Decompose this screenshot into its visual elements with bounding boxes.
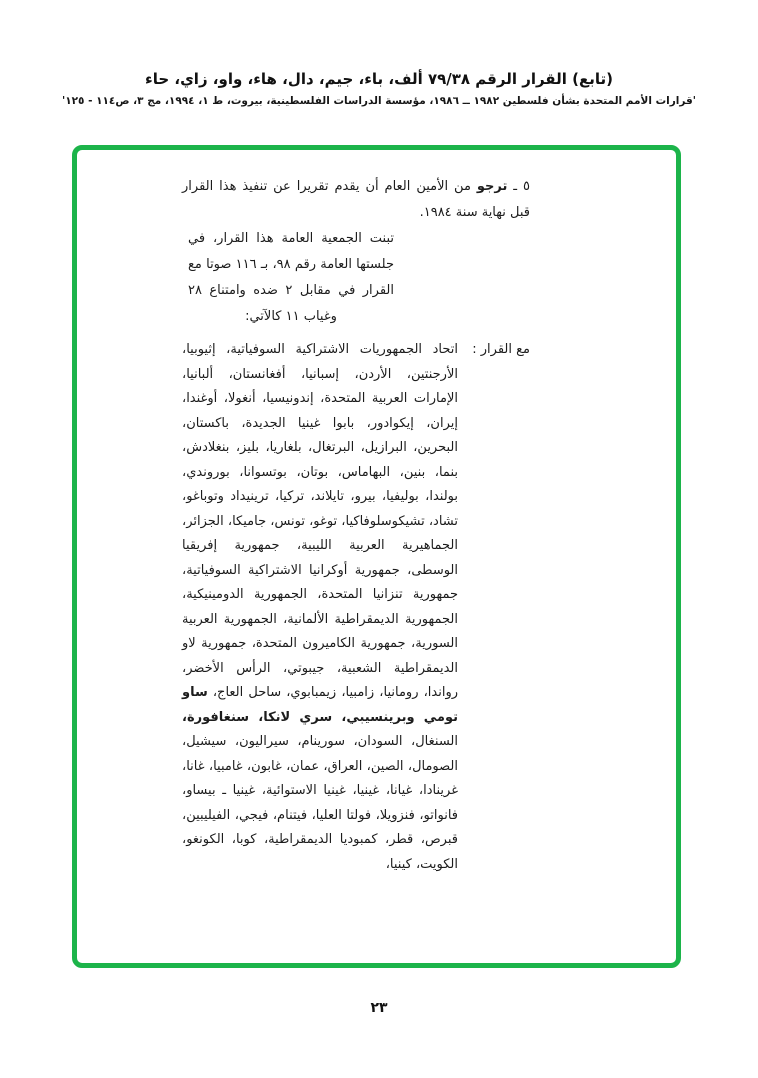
vote-countries-bold-segment: ساو تومي وبرينسيبي، سري لانكا، سنغافورة، [182, 685, 458, 725]
adoption-note-paragraph: تبنت الجمعية العامة هذا القرار، في جلستها العامة رقم ٩٨، بـ ١١٦ صوتا مع القرار في مقابل ٢ ضده وامتناع ٢٨ وغياب ١١ كالآتي: [188, 231, 394, 324]
clause-text: من الأمين العام أن يقدم تقريرا عن تنفيذ هذا القرار قبل نهاية سنة ١٩٨٤. [182, 179, 530, 220]
vote-countries-part2: السنغال، السودان، سورينام، سيراليون، سيشيل، الصومال، الصين، العراق، عمان، غابون، غامبيا، غانا، غرينادا، غيانا، غينيا، غينيا الاستوائية، غينيا ـ بيساو، فانواتو، فنزويلا، فولتا العليا، فيتنام، فيجي، الفيليبين، قبرص، قطر، كمبوديا الديمقراطية، كوبا، الكونغو، الكويت، كينيا، [182, 734, 458, 872]
clause-5-paragraph [182, 174, 530, 226]
page-number: ٢٣ [370, 1000, 388, 1016]
clause-number: ٥ ـ [507, 179, 530, 194]
vote-countries-part1: اتحاد الجمهوريات الاشتراكية السوفياتية، إثيوبيا، الأرجنتين، الأردن، إسبانيا، أفغانستان، ألبانيا، الإمارات العربية المتحدة، إندونيسيا، أنغولا، أوغندا، إيران، إيكوادور، بابوا غينيا الجديدة، باكستان، البحرين، البرازيل، البرتغال، بلغاريا، بليز، بنغلادش، بنما، بنين، البهاماس، بوتان، بوتسوانا، بوروندي، بولندا، بوليفيا، بيرو، تايلاند، تركيا، ترينيداد وتوباغو، تشاد، تشيكوسلوفاكيا، توغو، تونس، جاميكا، الجزائر، الجماهيرية العربية الليبية، جمهورية إفريقيا الوسطى، جمهورية أوكرانيا الاشتراكية السوفياتية، جمهورية تنزانيا المتحدة، الجمهورية الدومينيكية، الجمهورية الديمقراطية الألمانية، الجمهورية العربية السورية، جمهورية الكاميرون المتحدة، جمهورية لاو الديمقراطية الشعبية، جيبوتي، الرأس الأخضر، رواندا، رومانيا، زامبيا، زيمبابوي، ساحل العاج، [182, 342, 458, 700]
highlight-box [72, 145, 681, 968]
document-source-citation: 'قرارات الأمم المتحدة بشأن فلسطين ١٩٨٢ ــ ١٩٨٦، مؤسسة الدراسات الفلسطينية، بيروت، ط ١، ١٩٩٤، مج ٣، ص١١٤ - ١٢٥' [61, 95, 697, 107]
page-header [0, 70, 758, 107]
document-title: (تابع) القرار الرقم ٧٩/٣٨ ألف، باء، جيم، دال، هاء، واو، زاي، حاء [145, 70, 613, 88]
clause-operative-verb: ترجو [476, 179, 508, 194]
vote-with-label: مع القرار : [472, 342, 530, 357]
resolution-text-block [182, 174, 530, 877]
vote-list-block [182, 338, 530, 877]
